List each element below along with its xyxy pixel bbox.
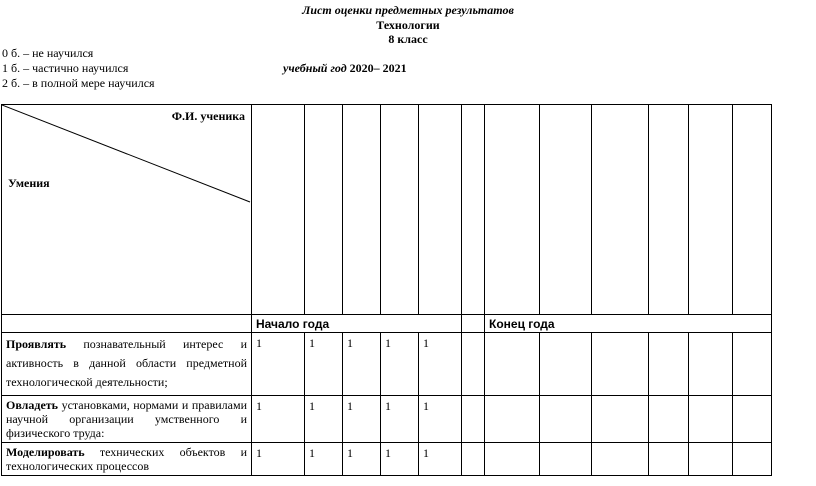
diagonal-line: [2, 105, 252, 315]
corner-cell: [2, 105, 252, 315]
legend-2: 2 б. – в полной мере научился: [2, 76, 155, 90]
table-row: [2, 396, 772, 443]
header-title: Лист оценки предметных результатов: [302, 3, 514, 17]
score-cell[interactable]: 1: [381, 396, 419, 443]
table-row: [2, 333, 772, 396]
header-row: [2, 105, 772, 315]
student-cell[interactable]: [485, 105, 540, 315]
header-grade: 8 класс: [388, 32, 428, 46]
period-gap: [462, 315, 485, 333]
skill-cell: Моделировать технических объектов и технологических процессов: [2, 443, 252, 476]
score-cell[interactable]: 1: [343, 333, 381, 396]
score-cell[interactable]: 1: [381, 443, 419, 476]
period-end: Конец года: [485, 315, 772, 333]
score-cell[interactable]: [462, 443, 485, 476]
score-cell[interactable]: [649, 333, 689, 396]
score-cell[interactable]: [592, 396, 649, 443]
student-cell[interactable]: [540, 105, 592, 315]
header-subject: Технологии: [376, 18, 440, 32]
legend-0: 0 б. – не научился: [2, 46, 94, 60]
score-cell[interactable]: [733, 333, 772, 396]
score-cell[interactable]: [649, 443, 689, 476]
score-cell[interactable]: 1: [343, 443, 381, 476]
student-cell[interactable]: [592, 105, 649, 315]
score-cell[interactable]: [540, 396, 592, 443]
student-cell[interactable]: [462, 105, 485, 315]
score-cell[interactable]: 1: [252, 333, 305, 396]
score-cell[interactable]: 1: [252, 396, 305, 443]
score-cell[interactable]: 1: [305, 396, 343, 443]
score-cell[interactable]: 1: [419, 443, 462, 476]
score-cell[interactable]: [733, 396, 772, 443]
score-cell[interactable]: [733, 443, 772, 476]
student-cell[interactable]: [305, 105, 343, 315]
score-cell[interactable]: [485, 333, 540, 396]
score-cell[interactable]: [689, 443, 733, 476]
score-cell[interactable]: [649, 396, 689, 443]
score-cell[interactable]: [462, 396, 485, 443]
academic-year-label: учебный год: [283, 61, 347, 75]
score-cell[interactable]: 1: [419, 333, 462, 396]
score-cell[interactable]: 1: [305, 443, 343, 476]
assessment-table: [1, 104, 772, 476]
period-start: Начало года: [252, 315, 462, 333]
student-cell[interactable]: [649, 105, 689, 315]
score-cell[interactable]: [592, 333, 649, 396]
score-cell[interactable]: 1: [252, 443, 305, 476]
student-cell[interactable]: [689, 105, 733, 315]
score-cell[interactable]: 1: [343, 396, 381, 443]
score-cell[interactable]: 1: [381, 333, 419, 396]
score-cell[interactable]: [689, 333, 733, 396]
table-row: [2, 443, 772, 476]
legend-1: 1 б. – частично научился: [2, 61, 129, 75]
score-cell[interactable]: [485, 396, 540, 443]
score-cell[interactable]: [540, 443, 592, 476]
score-cell[interactable]: [689, 396, 733, 443]
period-blank: [2, 315, 252, 333]
student-cell[interactable]: [419, 105, 462, 315]
student-cell[interactable]: [343, 105, 381, 315]
student-cell[interactable]: [252, 105, 305, 315]
academic-year-value: 2020– 2021: [349, 61, 407, 75]
skill-cell: Проявлять познавательный интерес и активность в данной области предметной технологической деятельности;: [2, 333, 252, 396]
score-cell[interactable]: 1: [419, 396, 462, 443]
academic-year: [283, 61, 407, 76]
skill-cell: Овладеть установками, нормами и правилами научной организации умственного и физического труда:: [2, 396, 252, 443]
student-cell[interactable]: [381, 105, 419, 315]
score-cell[interactable]: 1: [305, 333, 343, 396]
score-cell[interactable]: [540, 333, 592, 396]
skills-label: Умения: [8, 176, 50, 190]
student-cell[interactable]: [733, 105, 772, 315]
score-cell[interactable]: [462, 333, 485, 396]
period-row: [2, 315, 772, 333]
score-cell[interactable]: [592, 443, 649, 476]
score-cell[interactable]: [485, 443, 540, 476]
student-name-label: Ф.И. ученика: [171, 109, 245, 123]
